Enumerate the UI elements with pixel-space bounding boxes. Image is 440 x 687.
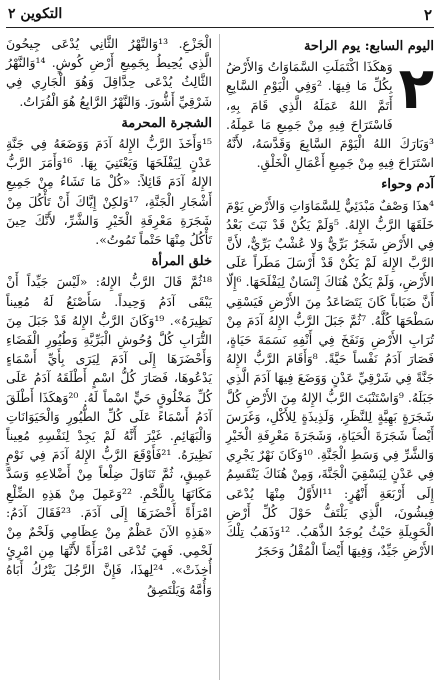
section-heading-adam-eve: آدم وحواء	[381, 177, 434, 193]
section-heading-seventh-day: اليوم السابع: يوم الراحة	[303, 39, 434, 54]
column-separator	[219, 34, 220, 680]
paragraph-forbidden-tree: ¹⁵وَأَخَذَ الرَّبُّ الإِلهُ آدَمَ وَوَضَعَهُ فِي جَنَّةِ عَدْنٍ لِيَفْلَحَهَا وَيَعْتَنِيَ بِهَا. ¹⁶وَأَمَرَ الرَّبُّ الإِلهُ آدَمَ قَائِلاً: «كُلْ مَا تَشَاءُ مِنْ جَمِيعِ أَشْجَارِ الْجَنَّةِ، ¹⁷وَلكِنْ إِيَّاكَ أَنْ تَأْكُلَ مِنْ شَجَرَةِ مَعْرِفَةِ الْخَيْرِ وَالشَّرِّ، لأَنَّكَ حِينَ تَأْكُلُ مِنْهَا حَتْماً تَمُوتُ».	[6, 136, 212, 248]
running-title: التكوين ٢	[8, 6, 63, 22]
paragraph-rivers: الْجَزْعِ. ¹³وَالنَّهْرُ الثَّانِي يُدْعَى جِيحُونَ الَّذِي يُحِيطُ بِجَمِيعِ أَرْضِ كُوشٍ. ¹⁴وَالنَّهْرُ الثَّالِثُ يُدْعَى حِدَّاقِلَ وَهُوَ الْجَارِي فِي شَرْقِيِّ أَشُّورَ. وَالنَّهْرُ الرَّابِعُ هُوَ الْفُرَاتُ.	[6, 36, 212, 109]
section-heading-forbidden-tree: الشجرة المحرمة	[121, 115, 212, 131]
right-column	[226, 34, 434, 560]
chapter-number: ٢	[398, 54, 434, 123]
paragraph-text: وَهكَذَا اكْتَمَلَتِ السَّمَاوَاتُ وَالأَرْضُ بِكُلِّ مَا فِيهَا. ²وَفِي الْيَوْمِ السَّابِعِ أَتَمَّ اللهُ عَمَلَهُ الَّذِي قَامَ بِهِ، فَاسْتَرَاحَ فِيهِ مِنْ جَمِيعِ مَا عَمِلَهُ. ³وَبَارَكَ اللهُ الْيَوْمَ السَّابِعَ وَقَدَّسَهُ، لأَنَّهُ اسْتَرَاحَ فِيهِ مِنْ جَمِيعِ أَعْمَالِ الْخَلْقِ.	[226, 59, 434, 171]
page-number: ٢	[423, 6, 432, 24]
page-header	[0, 4, 440, 26]
paragraph-adam-eve: ⁴هذَا وَصْفٌ مَبْدَئِيٌّ لِلسَّمَاوَاتِ وَالأَرْضِ يَوْمَ خَلَقَهَا الرَّبُّ الإِلهُ. ⁵وَلَمْ يَكُنْ قَدْ نَبَتَ بَعْدُ فِي الأَرْضِ شَجَرٌ بَرِّيٌّ وَلا عُشْبٌ بَرِّيٌّ، لأَنَّ الرَّبَّ الإِلهَ لَمْ يَكُنْ قَدْ أَرْسَلَ مَطَراً عَلَى الأَرْضِ، وَلَمْ يَكُنْ هُنَاكَ إِنْسَانٌ لِيَفْلَحَهَا. ⁶إِلّا أَنَّ ضَبَاباً كَانَ يَتَصَاعَدُ مِنَ الأَرْضِ فَيَسْقِي سَطْحَهَا كُلَّهُ. ⁷ثُمَّ جَبَلَ الرَّبُّ الإِلهُ آدَمَ مِنْ تُرَابِ الأَرْضِ وَنَفَخَ فِي أَنْفِهِ نَسَمَةَ حَيَاةٍ، فَصَارَ آدَمُ نَفْساً حَيَّةً. ⁸وَأَقَامَ الرَّبُّ الإِلهُ جَنَّةً فِي شَرْقِيِّ عَدْنٍ وَوَضَعَ فِيهَا آدَمَ الَّذِي جَبَلَهُ. ⁹وَاسْتَنْبَتَ الرَّبُّ الإِلهُ مِنَ الأَرْضِ كُلَّ شَجَرَةٍ بَهِيَّةٍ لِلنَّظَرِ، وَلَذِيذَةٍ لِلأَكْلِ، وَغَرَسَ أَيْضاً شَجَرَةَ الْحَيَاةِ، وَشَجَرَةَ مَعْرِفَةِ الْخَيْرِ وَالشَّرِّ فِي وَسَطِ الْجَنَّةِ. ¹⁰وَكَانَ نَهْرٌ يَجْرِي فِي عَدْنٍ لِيَسْقِيَ الْجَنَّةَ، وَمِنْ هُنَاكَ يَنْقَسِمُ إِلَى أَرْبَعَةِ أَنْهُرٍ: ¹¹الأَوَّلُ مِنْهَا يُدْعَى فِيشُونَ، الَّذِي يَلْتَفُّ حَوْلَ كُلِّ أَرْضِ الْحَوِيلَةِ حَيْثُ يُوجَدُ الذَّهَبُ. ¹²وَذَهَبُ تِلْكَ الأَرْضِ جَيِّدٌ، وَفِيهَا أَيْضاً الْمُقْلُ وَحَجَرُ	[226, 197, 434, 559]
paragraph-seventh-day	[226, 54, 434, 172]
paragraph-woman-creation: ¹⁸ثُمَّ قَالَ الرَّبُّ الإِلهُ: «لَيْسَ جَيِّداً أَنْ يَبْقَى آدَمُ وَحِيداً. سَأَصْنَعُ لَهُ مُعِيناً نَظِيرَهُ». ¹⁹وَكَانَ الرَّبُّ الإِلهُ قَدْ جَبَلَ مِنَ التُّرَابِ كُلَّ وُحُوشِ الْبَرِّيَّةِ وَطُيُورِ الْفَضَاءِ وَأَحْضَرَهَا إِلَى آدَمَ لِيَرَى بِأَيِّ أَسْمَاءٍ يَدْعُوهَا، فَصَارَ كُلُّ اسْمٍ أَطْلَقَهُ آدَمُ عَلَى كُلِّ مَخْلُوقٍ حَيٍّ اسْماً لَهُ. ²⁰وَهكَذَا أَطْلَقَ آدَمُ أَسْمَاءً عَلَى كُلِّ الطُّيُورِ وَالْحَيَوَانَاتِ وَالْبَهَائِمِ. غَيْرَ أَنَّهُ لَمْ يَجِدْ لِنَفْسِهِ مُعِيناً نَظِيرَهُ. ²¹فَأَوْقَعَ الرَّبُّ الإِلهُ آدَمَ فِي نَوْمٍ عَمِيقٍ، ثُمَّ تَنَاوَلَ ضِلْعاً مِنْ أَضْلاعِهِ وَسَدَّ مَكَانَهَا بِاللَّحْمِ. ²²وَعَمِلَ مِنْ هَذِهِ الضِّلْعِ امْرَأَةً أَحْضَرَهَا إِلَى آدَمَ. ²³فَقَالَ آدَمُ: «هَذِهِ الآنَ عَظْمٌ مِنْ عِظَامِي وَلَحْمٌ مِنْ لَحْمِي. فَهِيَ تُدْعَى امْرَأَةً لأَنَّهَا مِنِ امْرِئٍ أُخِذَتْ». ²⁴لِهذَا، فَإِنَّ الرَّجُلَ يَتْرُكُ أَبَاهُ وَأُمَّهُ وَيَلْتَصِقُ	[6, 274, 213, 597]
header-rule	[6, 27, 434, 28]
left-column	[6, 34, 212, 599]
section-heading-woman-creation: خلق المرأة	[151, 254, 212, 270]
